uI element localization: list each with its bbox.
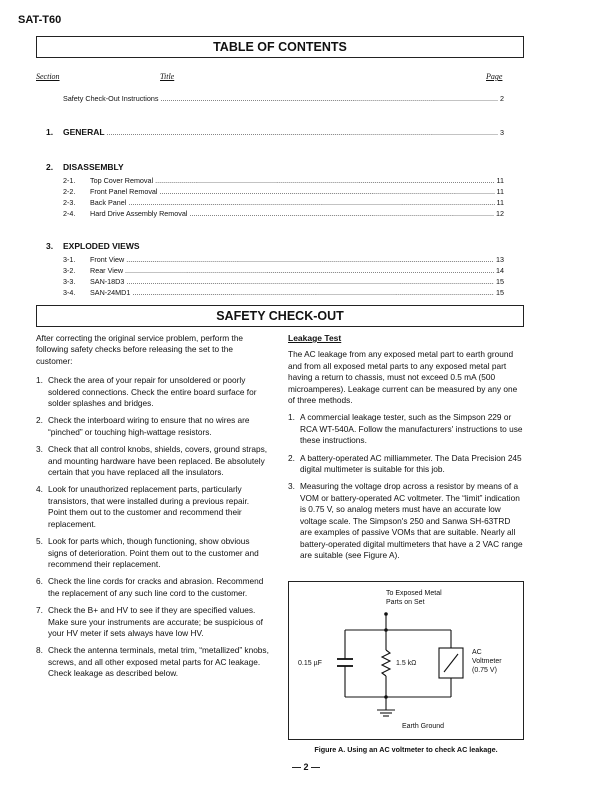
toc-entry-number: 2-1. (63, 176, 76, 185)
toc-section-number: 2. (46, 162, 54, 172)
item-text: Check the antenna terminals, metal trim, “metallized” knobs, screws, and all other exposed metal parts for AC leakage. Check leakage as described below. (48, 645, 269, 679)
bottom-junction-dot (384, 695, 388, 699)
safety-intro: After correcting the original service problem, perform the following safety checks before releasing the set to the customer: (36, 333, 244, 366)
toc-subentry-row (63, 187, 504, 196)
item-text: Check the B+ and HV to see if they are specified values. Make sure your instruments are accurate; be suspicious of your HV meter if sets always have low HV. (48, 605, 263, 638)
label-meter-ac: AC (472, 649, 482, 656)
toc-leader-dots (155, 176, 494, 185)
toc-leader-dots (189, 209, 494, 218)
label-capacitor-value: 0.15 µF (298, 660, 322, 667)
toc-entry-page: 2 (500, 94, 504, 103)
safety-item (36, 536, 270, 570)
item-text: A battery-operated AC milliammeter. The Data Precision 245 digital multimeter is suitable for this job. (300, 452, 522, 475)
item-number: 4. (36, 484, 43, 495)
item-number: 1. (288, 412, 295, 423)
probe-dot (384, 612, 388, 616)
safety-item (36, 484, 270, 530)
item-number: 8. (36, 645, 43, 656)
toc-entry-page: 13 (496, 255, 504, 264)
item-number: 3. (36, 444, 43, 455)
toc-entry-number: 3-3. (63, 277, 76, 286)
item-text: Look for unauthorized replacement parts, particularly transistors, that were installed during a previous repair. Point them out to the customer and recommend their replacement. (48, 484, 250, 529)
safety-item (36, 415, 270, 438)
item-number: 7. (36, 605, 43, 616)
safety-item (36, 444, 270, 478)
toc-subentry-row (63, 255, 504, 264)
voltmeter-needle (444, 654, 458, 672)
item-number: 2. (36, 415, 43, 426)
toc-entry-title: Hard Drive Assembly Removal (90, 209, 188, 218)
toc-subentry-row (63, 277, 504, 286)
safety-item (36, 605, 270, 639)
item-number: 2. (288, 452, 295, 463)
toc-entry-number: 2-2. (63, 187, 76, 196)
toc-entry-number: 2-3. (63, 198, 76, 207)
toc-leader-dots (132, 288, 494, 297)
figure-caption: Figure A. Using an AC voltmeter to check AC leakage. (314, 745, 498, 754)
leakage-item (288, 453, 524, 476)
col-section-header: Section (36, 72, 60, 81)
toc-entry-page: 12 (496, 209, 504, 218)
toc-leader-dots (107, 128, 498, 137)
item-number: 3. (288, 481, 295, 492)
model-number: SAT-T60 (18, 14, 62, 26)
toc-entry-title: Front View (90, 255, 125, 264)
toc-section-title: GENERAL (63, 127, 105, 137)
top-junction-dot (384, 628, 388, 632)
leakage-item (288, 412, 524, 446)
safety-item (36, 375, 270, 409)
toc-entry-number: 3-4. (63, 288, 76, 297)
toc-entry-title: Top Cover Removal (90, 176, 154, 185)
safety-heading: SAFETY CHECK-OUT (36, 305, 524, 327)
leakage-intro: The AC leakage from any exposed metal part to earth ground and from all exposed metal parts to any exposed metal part having a return to chassis, must not exceed 0.5 mA (500 microamperes). Leakage current can be measured by any one of three methods. (288, 349, 518, 406)
item-text: A commercial leakage tester, such as the Simpson 229 or RCA WT-540A. Follow the manufacturers' instructions to use these instructions. (300, 412, 523, 446)
item-text: Measuring the voltage drop across a resistor by means of a VOM or battery-operated AC voltmeter. The “limit” indication is 0.75 V, so analog meters must have an accurate low voltage scale. The Simpson's 250 and Sanwa SH-63TRD are examples of passive VOMs that are suitable. Nearly all battery-operated digital multimeters that have a 2 VAC range are suitable (see Figure A). (300, 481, 523, 560)
toc-section-title: DISASSEMBLY (63, 162, 124, 172)
toc-leader-dots (160, 94, 498, 103)
toc-subentry-row (63, 209, 504, 218)
item-text: Look for parts which, though functioning, show obvious signs of deterioration. Point them out to the customer and recommend their replacement. (48, 536, 259, 569)
safety-item (36, 576, 270, 599)
label-exposed-metal: To Exposed Metal (386, 590, 442, 597)
item-number: 5. (36, 536, 43, 547)
toc-entry-number: 3-2. (63, 266, 76, 275)
toc-subentry-row (63, 266, 504, 275)
toc-leader-dots (126, 277, 494, 286)
col-page-header: Page (486, 72, 503, 81)
item-number: 6. (36, 576, 43, 587)
toc-section-title: EXPLODED VIEWS (63, 241, 140, 251)
toc-subentry-row (63, 288, 504, 297)
label-parts-on-set: Parts on Set (386, 599, 425, 606)
toc-entry-number: 2-4. (63, 209, 76, 218)
item-text: Check the area of your repair for unsoldered or poorly soldered connections. Check the entire board surface for solder splashes and bridges. (48, 375, 257, 409)
toc-leader-dots (160, 187, 495, 196)
resistor-zigzag (382, 650, 390, 676)
safety-column (36, 333, 270, 680)
toc-entry-page: 15 (496, 288, 504, 297)
label-resistor-value: 1.5 kΩ (396, 660, 417, 667)
toc-entry-title: Front Panel Removal (90, 187, 158, 196)
item-text: Check the interboard wiring to ensure that no wires are “pinched” or touching high-wattage resistors. (48, 415, 250, 437)
toc-entry-page: 3 (500, 128, 504, 137)
toc-section-number: 3. (46, 241, 54, 251)
toc-entry-title: Safety Check-Out Instructions (63, 94, 159, 103)
toc-section-row (63, 127, 504, 137)
toc-section-number: 1. (46, 127, 54, 137)
toc-entry-page: 14 (496, 266, 504, 275)
item-text: Check the line cords for cracks and abrasion. Recommend the replacement of any such line cord to the customer. (48, 576, 264, 598)
toc-entry-page: 11 (496, 176, 504, 185)
page-number: — 2 — (291, 762, 320, 772)
figure-a-frame (288, 581, 524, 740)
leakage-column (288, 333, 524, 561)
toc-entry-title: SAN-24MD1 (90, 288, 131, 297)
col-title-header: Title (160, 72, 175, 81)
item-number: 1. (36, 375, 43, 386)
label-meter-range: (0.75 V) (472, 667, 497, 674)
toc-heading: TABLE OF CONTENTS (36, 36, 524, 58)
toc-entry-page: 11 (496, 187, 504, 196)
label-earth-ground: Earth Ground (402, 723, 445, 730)
toc-subentry-row (63, 198, 504, 207)
toc-entry-number: 3-1. (63, 255, 76, 264)
toc-leader-dots (126, 255, 494, 264)
toc-intro-row (63, 94, 504, 103)
toc-entry-page: 11 (496, 198, 504, 207)
toc-entry-page: 15 (496, 277, 504, 286)
toc-entry-title: SAN-18D3 (90, 277, 125, 286)
leakage-title: Leakage Test (288, 333, 342, 343)
toc-leader-dots (125, 266, 494, 275)
safety-item (36, 645, 270, 679)
toc-subentry-row (63, 176, 504, 185)
item-text: Check that all control knobs, shields, covers, ground straps, and mounting hardware have been replaced. Be absolutely certain that you have replaced all the insulators. (48, 444, 268, 478)
toc-entry-title: Back Panel (90, 198, 127, 207)
leakage-item (288, 481, 524, 561)
label-meter-voltmeter: Voltmeter (472, 658, 502, 665)
toc-leader-dots (128, 198, 494, 207)
toc-entry-title: Rear View (90, 266, 124, 275)
